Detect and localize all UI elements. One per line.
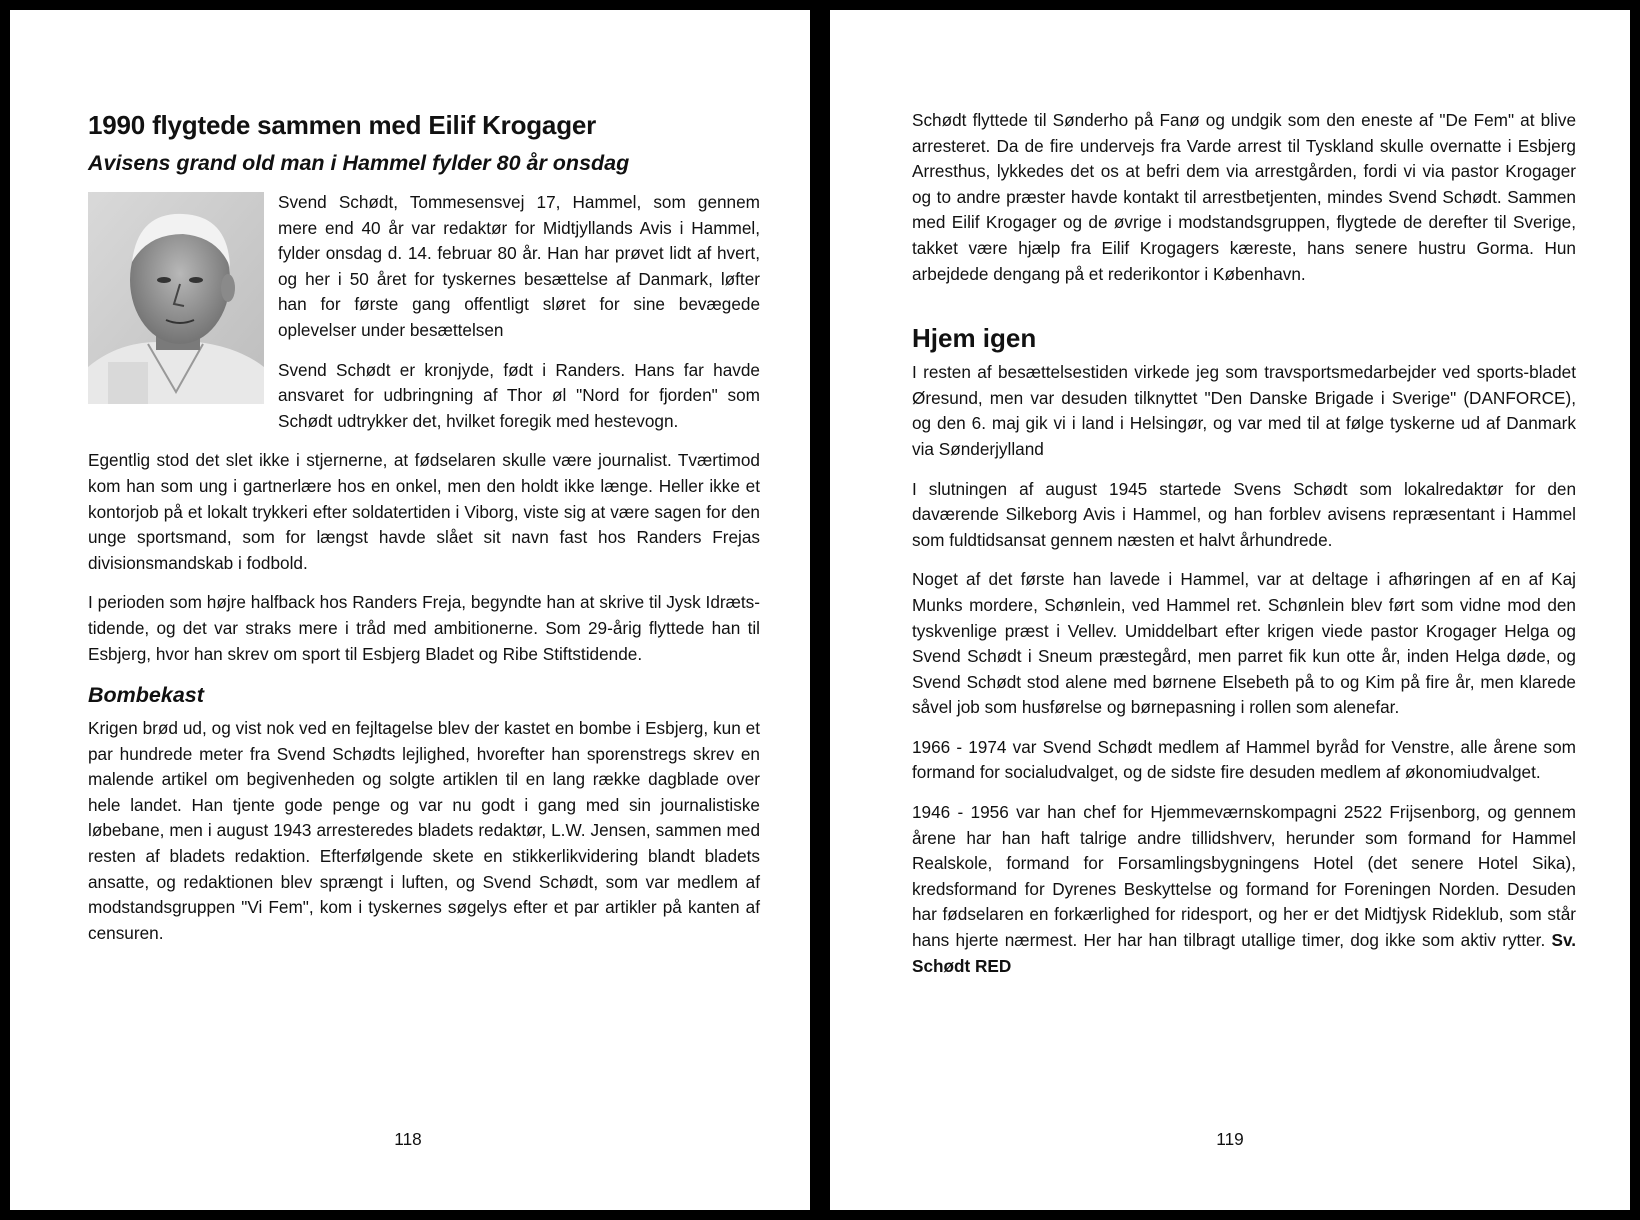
page-number-right: 119 [1216,1129,1244,1149]
paragraph-return: I resten af besættelsestiden virkede jeg som travsportsmedarbejder ved sports-bladet Øresund, men var desuden tilknyttet "Den Danske Brigade i Sverige" (DANFORCE), og den 6. maj gik vi i land i Helsingør, og var med til at følge tyskerne ud af Danmark via Sønderjylland [912,362,1576,459]
paragraph-origin: Svend Schødt er kronjyde, født i Randers. Hans far havde ansvaret for udbringning af Thor øl "Nord for fjorden" som Schødt udtrykker det, hvilket foregik med hestevogn. [278,359,760,431]
paragraph-hammel: Noget af det første han lavede i Hammel, var at deltage i afhøringen af en af Kaj Munks mordere, Schønlein, ved Hammel ret. Schønlein blev ført som vidne mod den tyskvenlige præst i Vellev. Umiddelbart efter krigen viede pastor Krogager Helga og Svend Schødt i Sneum præstegård, men parret fik kun otte år, inden Helga døde, og Svend Schødt stod alene med børnene Elsebeth på to og Kim på fire år, men klarede såvel job som husførelse og børnepasning i rollen som alenefar. [912,569,1576,718]
page-right-content [912,108,1576,993]
page-number-left: 118 [394,1129,422,1149]
paragraph-escape: Schødt flyttede til Sønderho på Fanø og undgik som den eneste af "De Fem" at blive arresteret. Da de fire undervejs fra Varde arrest til Tyskland skulle overnatte i Esbjerg Arresthus, lykkedes det os at befri dem via arrestgården, fordi vi via pastor Krogager og to andre præster havde kontakt til arrestbetjenten, mindes Svend Schødt. Sammen med Eilif Krogager og de øvrige i modstandsgruppen, flygtede de derefter til Sverige, takket være hjælp fra Eilif Krogagers kæreste, hans senere hustru Gorma. Hun arbejdede dengang på et rederikontor i København. [912,110,1576,284]
paragraph-council: 1966 - 1974 var Svend Schødt medlem af Hammel byråd for Venstre, alle årene som formand for socialudvalget, og de sidste fire desuden medlem af økonomiudvalget. [912,736,1576,783]
section-heading-hjem-igen: Hjem igen [912,323,1037,354]
page-left-content [88,10,760,960]
section-heading-bombekast: Bombekast [88,683,204,708]
paragraph-honors [912,800,1576,979]
signature: Sv. Schødt RED [912,930,1577,976]
paragraph-intro: Svend Schødt, Tommesensvej 17, Hammel, som gennem mere end 40 år var redaktør for Midtjyllands Avis i Hammel, fylder onsdag d. 14. februar 80 år. Han har prøvet lidt af hvert, og her i 50 året for tyskernes besættelse af Danmark, løfter han for første gang offentligt sløret for sine bevægede oplevelser under besættelsen [278,192,760,340]
article-subtitle: Avisens grand old man i Hammel fylder 80 år onsdag [88,151,630,175]
paragraph-local-editor: I slutningen af august 1945 startede Svens Schødt som lokalredaktør for den daværende Silkeborg Avis i Hammel, og han forblev avisens repræsentant i Hammel som fuldtidsansat gennem næsten et halvt århundrede. [912,478,1576,550]
paragraph-war: Krigen brød ud, og vist nok ved en fejltagelse blev der kastet en bombe i Esbjerg, kun et par hundrede meter fra Svend Schødts lejlighed, hvorefter han sporenstregs skrev en malende artikel om begivenheden og solgte artiklen til en lang række dagblade over hele landet. Han tjente gode penge og var nu godt i gang med sin journalistiske løbebane, men i august 1943 arresteredes bladets redaktør, L.W. Jensen, sammen med resten af bladets redaktion. Efterfølgende skete en stikkerlikvidering blandt bladets ansatte, og redaktionen blev sprængt i luften, og Svend Schødt, som var medlem af modstandsgruppen "Vi Fem", kom i tyskernes søgelys efter et par artikler på kanten af censuren. [88,718,760,943]
portrait-photo [88,192,264,404]
paragraph-honors-text: 1946 - 1956 var han chef for Hjemmeværnskompagni 2522 Frijsenborg, og gennem årene har han haft talrige andre tillidshverv, herunder som formand for Hammel Realskole, formand for Forsamlingsbygningens Hotel (det senere Hotel Sika), kredsformand for Dyrenes Beskyttelse og formand for Foreningen Norden. Desuden har fødselaren en forkærlighed for ridesport, og her er det Midtjysk Rideklub, som står hans hjerte nærmest. Her har han tilbragt utallige timer, dog ikke som aktiv rytter. [912,802,1576,951]
paragraph-sports-writing: I perioden som højre halfback hos Randers Freja, begyndte han at skrive til Jysk Idræts-tidende, og det var straks mere i tråd med ambitionerne. Som 29-årig flyttede han til Esbjerg, hvor han skrev om sport til Esbjerg Bladet og Ribe Stiftstidende. [88,592,760,664]
paragraph-career-start: Egentlig stod det slet ikke i stjernerne, at fødselaren skulle være journalist. Tværtimod kom han som ung i gartnerlære hos en onkel, men den holdt ikke længe. Heller ikke et kontorjob på et lokalt trykkeri efter soldatertiden i Viborg, viste sig at være sagen for den unge sportsmand, som for længst havde slået sit navn fast hos Randers Frejas divisionsmandskab i fodbold. [88,450,760,573]
page-right [830,10,1630,1210]
article-title: 1990 flygtede sammen med Eilif Krogager [88,110,597,140]
page-left [10,10,810,1210]
